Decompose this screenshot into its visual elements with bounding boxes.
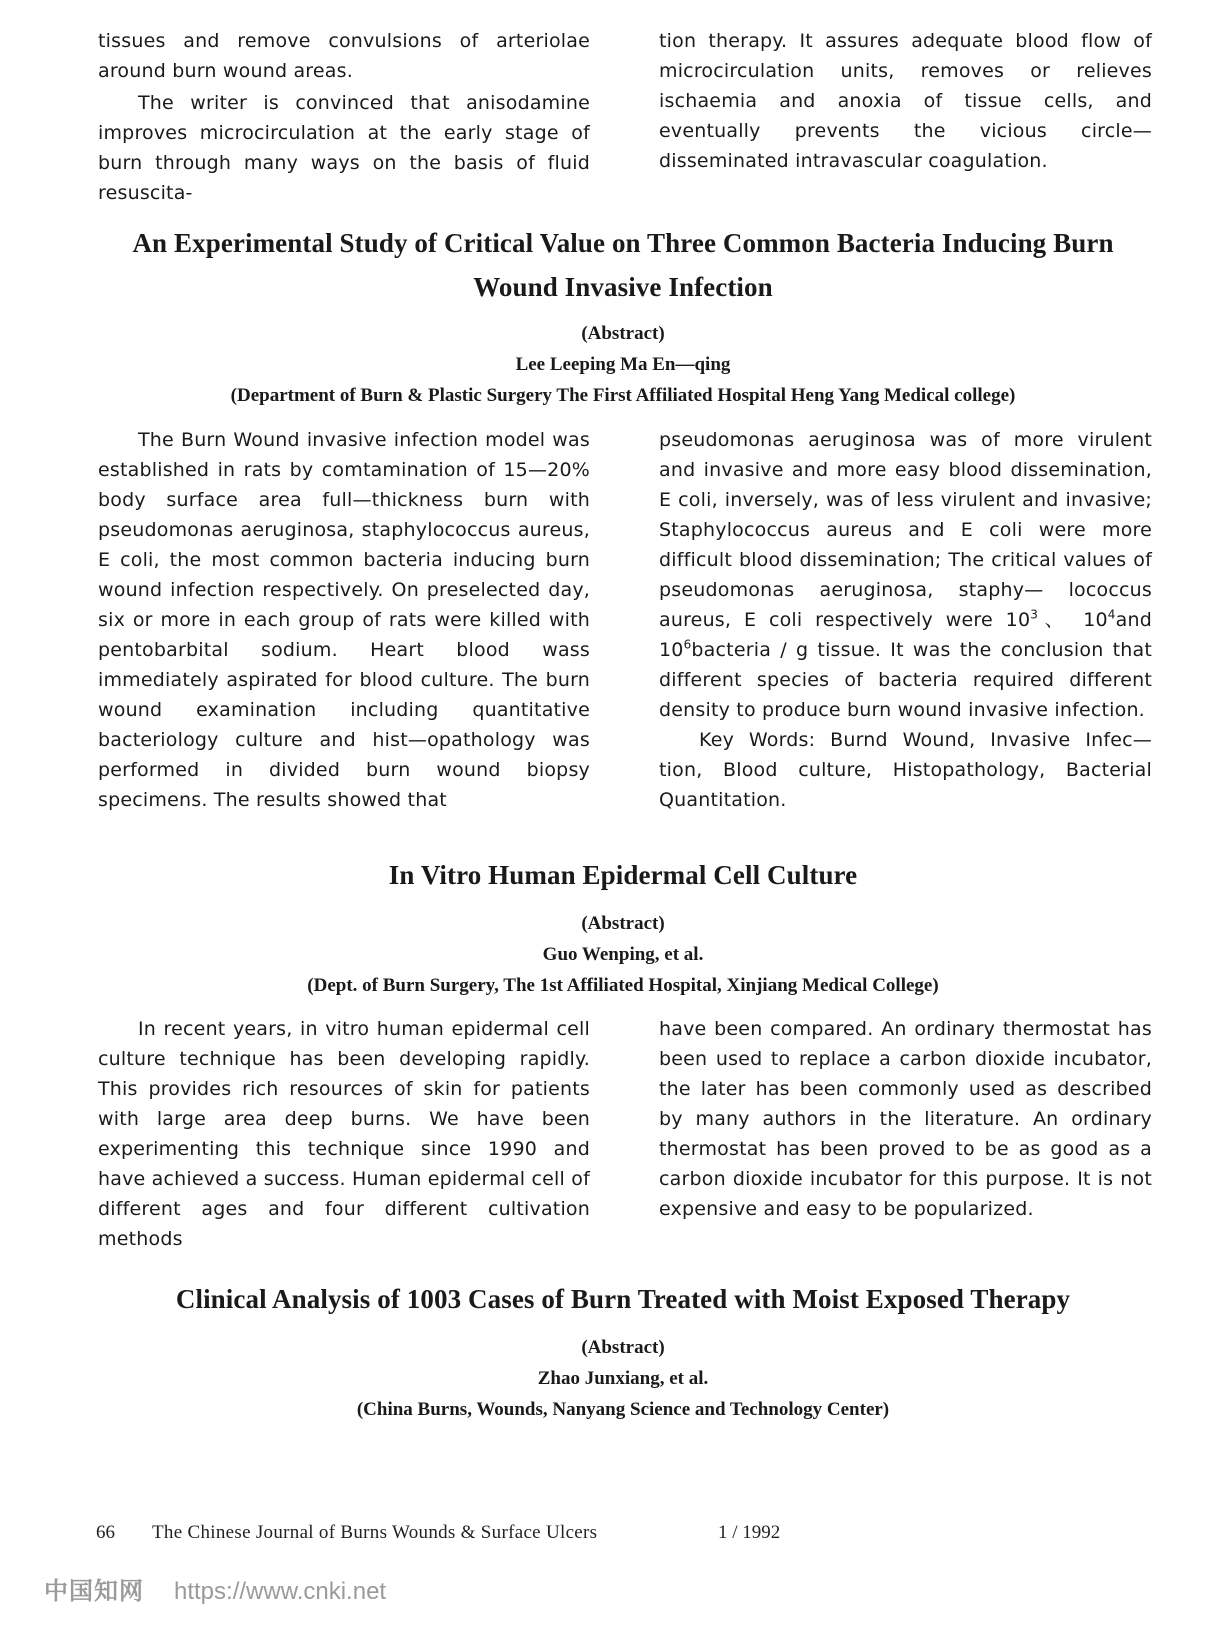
article-2-right-column (659, 1014, 1152, 1224)
article-3-title-line-1: Clinical Analysis of 1003 Cases of Burn Treated with Moist Exposed Therapy (175, 1284, 1071, 1314)
article-1-title-line-2: Wound Invasive Infection (473, 272, 773, 302)
article-2-body-right: have been compared. An ordinary thermostat has been used to replace a carbon dioxide incubator, the later has been commonly used as described by many authors in the literature. An ordinary thermostat has been proved to be as good as a carbon dioxide incubator for this purpose. It is not expensive and easy to be popularized. (659, 1018, 1152, 1220)
article-1-authors: Lee Leeping Ma En—qing (515, 354, 731, 375)
article-2-left-column (98, 1014, 590, 1254)
article-3-affiliation: (China Burns, Wounds, Nanyang Science and Technology Center) (356, 1399, 890, 1420)
article-3-meta (90, 1332, 1156, 1425)
article-1-title (90, 221, 1156, 309)
article-2-authors: Guo Wenping, et al. (542, 944, 704, 965)
page-footer (96, 1522, 780, 1544)
article-1-body-right: pseudomonas aeruginosa was of more virulent and invasive and more easy blood dissemination, E coli, inversely, was of less virulent and invasive; Staphylococcus aureus and E coli were more difficult blood dissemination; The critical values of pseudomonas aeruginosa, staphy— lococcus aureus, E coli respectively were $10^3$、 $10^4and$ $10^6bacteria$ / g tissue. It was the conclusion that different species of bacteria required different density to produce burn wound invasive infection. (659, 429, 1152, 721)
continued-paragraph-1: tissues and remove convulsions of arteriolae around burn wound areas. (98, 30, 590, 82)
article-2-title (90, 853, 1156, 897)
article-2-affiliation: (Dept. of Burn Surgery, The 1st Affiliated Hospital, Xinjiang Medical College) (307, 975, 939, 996)
article-3-abstract-label: (Abstract) (581, 1337, 665, 1358)
article-1-body-left: The Burn Wound invasive infection model was established in rats by comtamination of 15—20% body surface area full—thickness burn with pseudomonas aeruginosa, staphylococcus aureus, E coli, the most common bacteria inducing burn wound infection respectively. On preselected day, six or more in each group of rats were killed with pentobarbital sodium. Heart blood wass immediately aspirated for blood culture. The burn wound examination including quantitative bacteriology culture and hist—opathology was performed in divided burn wound biopsy specimens. The results showed that (98, 429, 590, 811)
article-3-title (90, 1277, 1156, 1321)
article-1-abstract-label: (Abstract) (581, 323, 665, 344)
article-1-left-column (98, 425, 590, 815)
article-2-meta (90, 908, 1156, 1001)
article-1-title-line-1: An Experimental Study of Critical Value on Three Common Bacteria Inducing Burn (132, 228, 1114, 258)
article-1-meta (90, 318, 1156, 411)
journal-name: The Chinese Journal of Burns Wounds & Surface Ulcers (152, 1522, 598, 1543)
article-2-body-left: In recent years, in vitro human epidermal cell culture technique has been developing rapidly. This provides rich resources of skin for patients with large area deep burns. We have been experimenting this technique since 1990 and have achieved a success. Human epidermal cell of different ages and four different cultivation methods (98, 1018, 590, 1250)
article-1-keywords: Key Words: Burnd Wound, Invasive Infec— tion, Blood culture, Histopathology, Bacterial Quantitation. (659, 729, 1152, 811)
continued-paragraph-2: The writer is convinced that anisodamine improves microcirculation at the early stage of burn through many ways on the basis of fluid resuscita- (98, 92, 590, 204)
article-2-abstract-label: (Abstract) (581, 913, 665, 934)
continued-paragraph-3: tion therapy. It assures adequate blood flow of microcirculation units, removes or relieves ischaemia and anoxia of tissue cells, and eventually prevents the vicious circle—disseminated intravascular coagulation. (659, 30, 1152, 172)
article-1-right-column (659, 425, 1152, 815)
issue-number: 1 / 1992 (718, 1522, 781, 1543)
page-number: 66 (96, 1522, 115, 1543)
article-3-authors: Zhao Junxiang, et al. (537, 1368, 709, 1389)
watermark-url[interactable]: https://www.cnki.net (174, 1578, 387, 1605)
article-1-affiliation: (Department of Burn & Plastic Surgery The First Affiliated Hospital Heng Yang Medical college) (230, 385, 1016, 406)
continued-right-column (659, 26, 1152, 176)
cnki-watermark (44, 1571, 386, 1606)
article-2-title-line-1: In Vitro Human Epidermal Cell Culture (388, 860, 858, 890)
watermark-site-name: 中国知网 (44, 1578, 144, 1605)
continued-left-column (98, 26, 590, 208)
